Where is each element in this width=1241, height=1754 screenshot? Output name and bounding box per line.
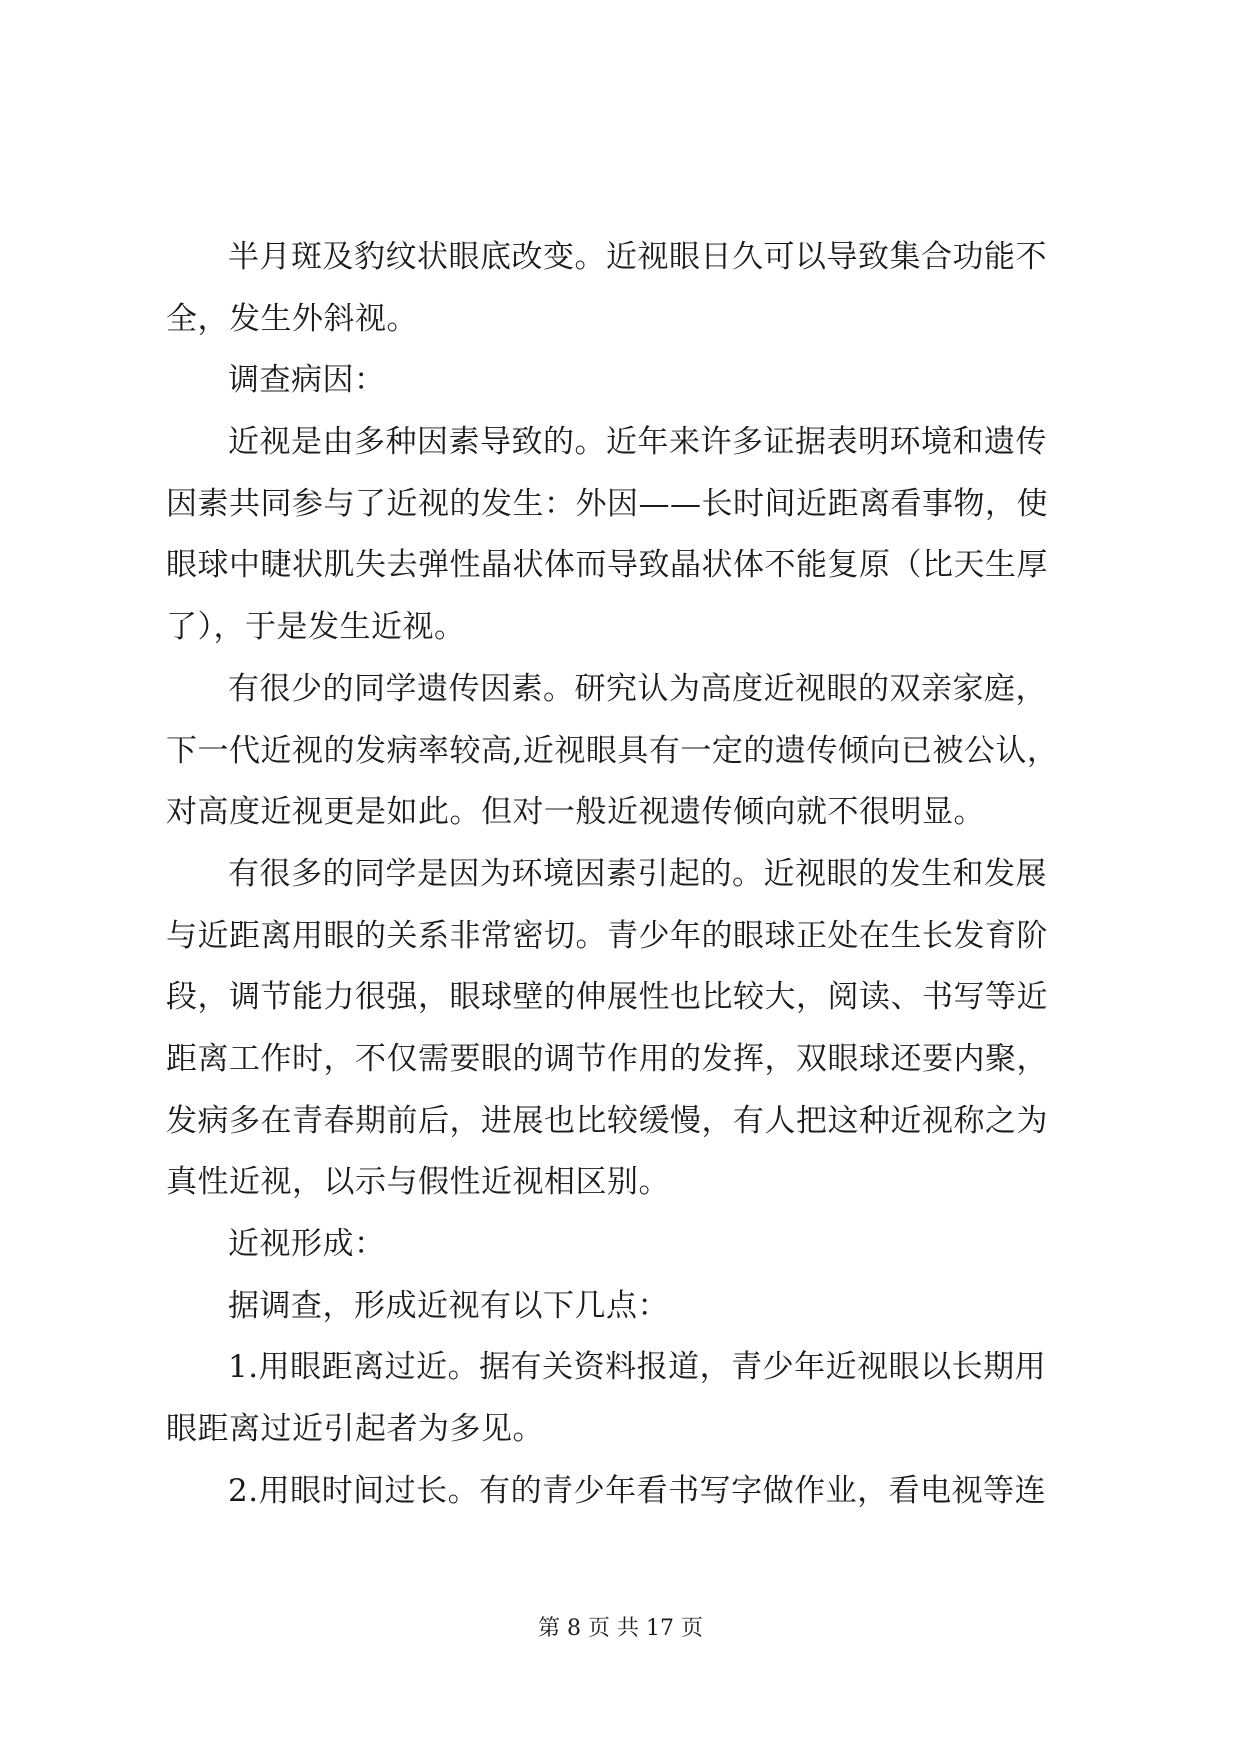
text-line: 下一代近视的发病率较高,近视眼具有一定的遗传倾向已被公认， [166,732,1059,769]
text-line: 全，发生外斜视。 [166,300,418,337]
text-line: 有很少的同学遗传因素。研究认为高度近视眼的双亲家庭， [228,670,1047,707]
text-line: 对高度近视更是如此。但对一般近视遗传倾向就不很明显。 [166,794,985,831]
text-line: 近视是由多种因素导致的。近年来许多证据表明环境和遗传 [228,424,1047,461]
text-line: 有很多的同学是因为环境因素引起的。近视眼的发生和发展 [228,855,1047,892]
text-line: 眼距离过近引起者为多见。 [166,1411,544,1448]
text-line: 半月斑及豹纹状眼底改变。近视眼日久可以导致集合功能不 [228,239,1047,275]
page-footer [0,1614,1241,1644]
text-line: 因素共同参与了近视的发生：外因——长时间近距离看事物，使 [166,485,1048,522]
text-line: 真性近视，以示与假性近视相区别。 [166,1164,670,1201]
text-line: 与近距离用眼的关系非常密切。青少年的眼球正处在生长发育阶 [166,917,1048,954]
text-line: 距离工作时，不仅需要眼的调节作用的发挥，双眼球还要内聚， [166,1040,1048,1077]
list-item: 2.用眼时间过长。有的青少年看书写字做作业，看电视等连 [228,1472,1047,1509]
list-item: 1.用眼距离过近。据有关资料报道，青少年近视眼以长期用 [228,1349,1047,1386]
text-line: 眼球中睫状肌失去弹性晶状体而导致晶状体不能复原（比天生厚 [166,547,1048,584]
text-line: 据调查，形成近视有以下几点： [228,1287,669,1324]
page-number: 第 8 页 共 17 页 [538,1616,703,1641]
text-line: 发病多在青春期前后，进展也比较缓慢，有人把这种近视称之为 [166,1102,1048,1139]
text-line: 了），于是发生近视。 [166,609,466,646]
section-heading: 近视形成： [228,1226,386,1262]
text-line: 段，调节能力很强，眼球壁的伸展性也比较大，阅读、书写等近 [166,979,1048,1016]
body-text [166,227,1096,1522]
section-heading: 调查病因： [228,362,386,399]
